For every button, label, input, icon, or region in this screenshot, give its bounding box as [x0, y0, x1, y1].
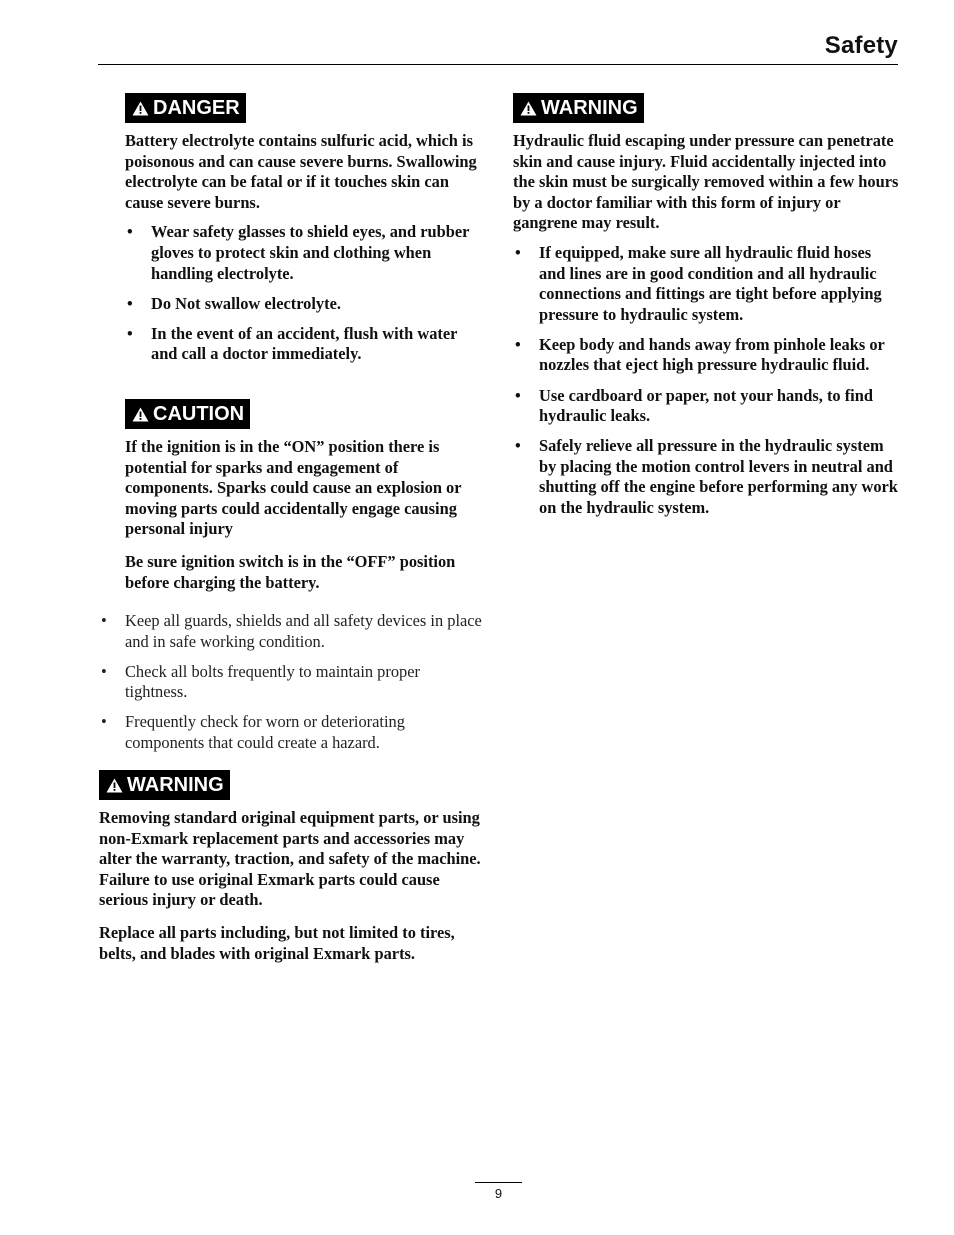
warning-parts-paragraph-2: Replace all parts including, but not limited to tires, belts, and blades with original Exmark parts. [99, 922, 455, 963]
caution-block [125, 399, 485, 593]
general-safety-list-block [99, 602, 485, 763]
list-item: • Safely relieve all pressure in the hydraulic system by placing the motion control levers in neutral and shutting off the engine before performing any work on the hydraulic system. [515, 436, 898, 517]
danger-badge [125, 93, 246, 123]
list-item: • If equipped, make sure all hydraulic fluid hoses and lines are in good condition and all hydraulic connections and fittings are tight before applying pressure to hydraulic system. [515, 242, 882, 324]
header-divider [98, 64, 898, 65]
caution-badge [125, 399, 250, 429]
list-item: • In the event of an accident, flush with water and call a doctor immediately. [127, 323, 458, 364]
caution-paragraph-2: Be sure ignition switch is in the “OFF” position before charging the battery. [125, 551, 456, 592]
danger-paragraph: Battery electrolyte contains sulfuric acid, which is poisonous and can cause severe burns. Swallowing electrolyte can be fatal or if it touches skin can cause severe burns. [125, 131, 477, 212]
footer-divider [475, 1182, 522, 1183]
warning-parts-block [99, 770, 485, 964]
warning-parts-label: WARNING [127, 774, 224, 796]
danger-label: DANGER [153, 97, 240, 119]
caution-paragraph-1: If the ignition is in the “ON” position there is potential for sparks and engagement of components. Sparks could cause an explosion or moving parts could accidentally engage causing personal injury [125, 437, 462, 539]
danger-bullet-list [125, 222, 485, 365]
warning-triangle-icon [132, 407, 149, 422]
list-item: • Wear safety glasses to shield eyes, and rubber gloves to protect skin and clothing when handling electrolyte. [127, 222, 470, 283]
page-number: 9 [494, 1186, 503, 1201]
list-item: • Keep all guards, shields and all safety devices in place and in safe working condition. [101, 611, 482, 651]
warning-parts-badge [99, 770, 230, 800]
warning-hydraulic-label: WARNING [541, 97, 638, 119]
page-section-title: Safety [824, 32, 898, 59]
warning-hydraulic-bullet-list [513, 243, 901, 519]
list-item: • Keep body and hands away from pinhole leaks or nozzles that eject high pressure hydraulic fluid. [515, 334, 885, 375]
warning-hydraulic-block [513, 93, 901, 528]
danger-block [125, 93, 485, 374]
list-item: • Do Not swallow electrolyte. [127, 293, 341, 313]
list-item: • Frequently check for worn or deteriorating components that could create a hazard. [101, 712, 405, 752]
warning-triangle-icon [106, 778, 123, 793]
warning-triangle-icon [520, 101, 537, 116]
caution-label: CAUTION [153, 403, 245, 425]
warning-hydraulic-paragraph: Hydraulic fluid escaping under pressure can penetrate skin and cause injury. Fluid accidentally injected into the skin must be surgically removed within a few hours by a doctor familiar with this form of injury or gangrene may result. [513, 131, 899, 233]
general-safety-list [99, 611, 485, 754]
list-item: • Check all bolts frequently to maintain proper tightness. [101, 661, 420, 702]
warning-hydraulic-badge [513, 93, 644, 123]
warning-parts-paragraph-1: Removing standard original equipment parts, or using non-Exmark replacement parts and accessories may alter the warranty, traction, and safety of the machine. Failure to use original Exmark parts could cause serious injury or death. [99, 808, 481, 910]
list-item: • Use cardboard or paper, not your hands, to find hydraulic leaks. [515, 385, 873, 426]
warning-triangle-icon [132, 101, 149, 116]
